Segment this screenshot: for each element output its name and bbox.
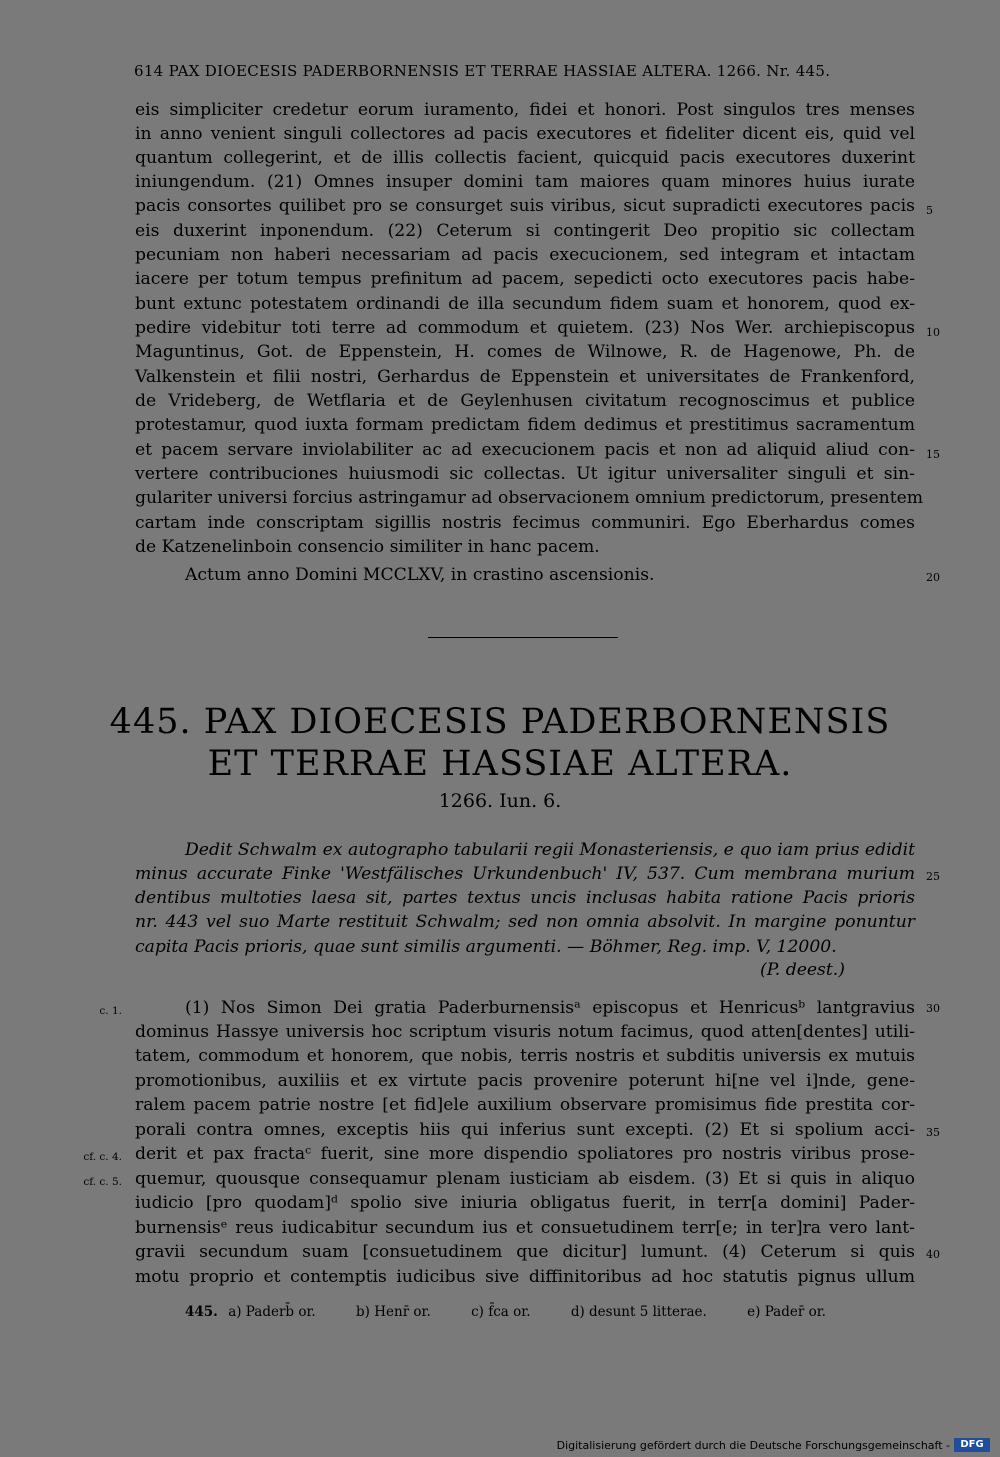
footnote: d) desunt 5 litterae. — [570, 1304, 707, 1320]
intro-sigil: (P. deest.) — [760, 960, 845, 980]
intro-line: Dedit Schwalm ex autographo tabularii regii Monasteriensis, e quo iam prius edidit — [185, 840, 915, 860]
intro-line: dentibus multoties laesa sit, partes textus uncis inclusas habita ratione Pacis prioris — [135, 888, 915, 908]
dfg-logo: DFG — [954, 1438, 990, 1452]
line-number: 25 — [926, 870, 940, 883]
text-line: in anno venient singuli collectores ad pacis executores et fideliter dicent eis, quid vel — [135, 124, 915, 144]
text-line: burnensisᵉ reus iudicabitur secundum ius et consuetudinem terr[e; in ter]ra vero lant- — [135, 1218, 915, 1238]
text-line: (1) Nos Simon Dei gratia Paderburnensisᵃ episcopus et Henricusᵇ lantgravius — [185, 998, 915, 1018]
text-line: protestamur, quod iuxta formam predictam fidem dedimus et prestitimus sacramentum — [135, 415, 915, 435]
text-line: bunt extunc potestatem ordinandi de illa secundum fidem suam et honorem, quod ex- — [135, 294, 915, 314]
text-line: tatem, commodum et honorem, que nobis, terris nostris et subditis universis ex mutuis — [135, 1046, 915, 1066]
line-number: 5 — [926, 204, 933, 217]
text-line: quantum collegerint, et de illis collectis facient, quicquid pacis executores duxerint — [135, 148, 915, 168]
footnote: b) Henr̄ or. — [356, 1304, 431, 1320]
text-line: porali contra omnes, exceptis hiis qui inferius sunt excepti. (2) Et si spolium acci- — [135, 1120, 915, 1140]
text-line: pecuniam non haberi necessariam ad pacis execucionem, sed integram et intactam — [135, 245, 915, 265]
text-line: de Vrideberg, de Wetflaria et de Geylenhusen civitatum recognoscimus et publice — [135, 391, 915, 411]
margin-note: cf. c. 4. — [83, 1151, 122, 1163]
intro-line: nr. 443 vel suo Marte restituit Schwalm; sed non omnia absolvit. In margine ponuntur — [135, 912, 915, 932]
text-line: eis duxerint inponendum. (22) Ceterum si contingerit Deo propitio sic collectam — [135, 221, 915, 241]
text-line: dominus Hassye universis hoc scriptum visuris notum facimus, quod atten[dentes] utili- — [135, 1022, 915, 1042]
line-number: 15 — [926, 448, 940, 461]
text-line: iudicio [pro quodam]ᵈ spolio sive iniuria obligatus fuerit, in terr[a domini] Pader- — [135, 1193, 915, 1213]
text-line: ralem pacem patrie nostre [et fid]ele auxilium observare promisimus fide prestita cor- — [135, 1095, 915, 1115]
text-line: iniungendum. (21) Omnes insuper domini tam maiores quam minores huius iurate — [135, 172, 915, 192]
document-title-line2: ET TERRAE HASSIAE ALTERA. — [207, 744, 793, 784]
text-line: gulariter universi forcius astringamur ad observacionem omnium predictorum, presentem — [135, 488, 924, 508]
text-line: pacis consortes quilibet pro se consurget suis viribus, sicut supradicti executores pacis — [135, 196, 915, 216]
line-number: 20 — [926, 571, 940, 584]
intro-line: minus accurate Finke 'Westfälisches Urkundenbuch' IV, 537. Cum membrana murium — [135, 864, 915, 884]
actum-line: Actum anno Domini MCCLXV, in crastino ascensionis. — [185, 565, 655, 585]
line-number: 10 — [926, 326, 940, 339]
document-title: 445. PAX DIOECESIS PADERBORNENSIS — [109, 702, 891, 742]
section-divider — [428, 637, 618, 638]
margin-note: cf. c. 5. — [83, 1176, 122, 1188]
text-line: de Katzenelinboin consencio similiter in hanc pacem. — [135, 537, 600, 557]
text-line: Valkenstein et filii nostri, Gerhardus de Eppenstein et universitates de Frankenford, — [135, 367, 915, 387]
text-line: gravii secundum suam [consuetudinem que dicitur] lumunt. (4) Ceterum si quis — [135, 1242, 915, 1262]
footnote: e) Pader̄ or. — [747, 1304, 826, 1320]
margin-note: c. 1. — [99, 1005, 122, 1017]
funding-credit: Digitalisierung gefördert durch die Deutsche Forschungsgemeinschaft - — [556, 1439, 950, 1452]
text-line: Maguntinus, Got. de Eppenstein, H. comes de Wilnowe, R. de Hagenowe, Ph. de — [135, 342, 915, 362]
text-line: et pacem servare inviolabiliter ac ad execucionem pacis et non ad aliquid aliud con- — [135, 440, 915, 460]
footnote-lead: 445. — [185, 1304, 218, 1320]
text-line: eis simpliciter credetur eorum iuramento, fidei et honori. Post singulos tres menses — [135, 100, 915, 120]
footnote: a) Paderb̄ or. — [228, 1304, 316, 1320]
intro-line: capita Pacis prioris, quae sunt similis argumenti. — Böhmer, Reg. imp. V, 12000. — [135, 937, 837, 957]
footnote: c) f̄ca or. — [471, 1304, 531, 1320]
text-line: iacere per totum tempus prefinitum ad pacem, sepedicti octo executores pacis habe- — [135, 269, 915, 289]
text-line: cartam inde conscriptam sigillis nostris fecimus communiri. Ego Eberhardus comes — [135, 513, 915, 533]
text-line: pedire videbitur toti terre ad commodum et quietem. (23) Nos Wer. archiepiscopus — [135, 318, 915, 338]
footnotes — [185, 1304, 885, 1320]
text-line: motu proprio et contemptis iudicibus sive diffinitoribus ad hoc statutis pignus ullum — [135, 1267, 915, 1287]
line-number: 35 — [926, 1126, 940, 1139]
document-date: 1266. Iun. 6. — [438, 790, 562, 812]
line-number: 30 — [926, 1002, 940, 1015]
text-line: promotionibus, auxiliis et ex virtute pacis provenire poterunt hi[ne vel i]nde, gene- — [135, 1071, 915, 1091]
text-line: quemur, quousque consequamur plenam iusticiam ab eisdem. (3) Et si quis in aliquo — [135, 1169, 915, 1189]
running-header: 614 PAX DIOECESIS PADERBORNENSIS ET TERRAE HASSIAE ALTERA. 1266. Nr. 445. — [134, 62, 831, 80]
text-line: vertere contribuciones huiusmodi sic collectas. Ut igitur universaliter singuli et sin- — [135, 464, 915, 484]
line-number: 40 — [926, 1248, 940, 1261]
text-line: derit et pax fractaᶜ fuerit, sine more dispendio spoliatores pro nostris viribus prose- — [135, 1144, 915, 1164]
